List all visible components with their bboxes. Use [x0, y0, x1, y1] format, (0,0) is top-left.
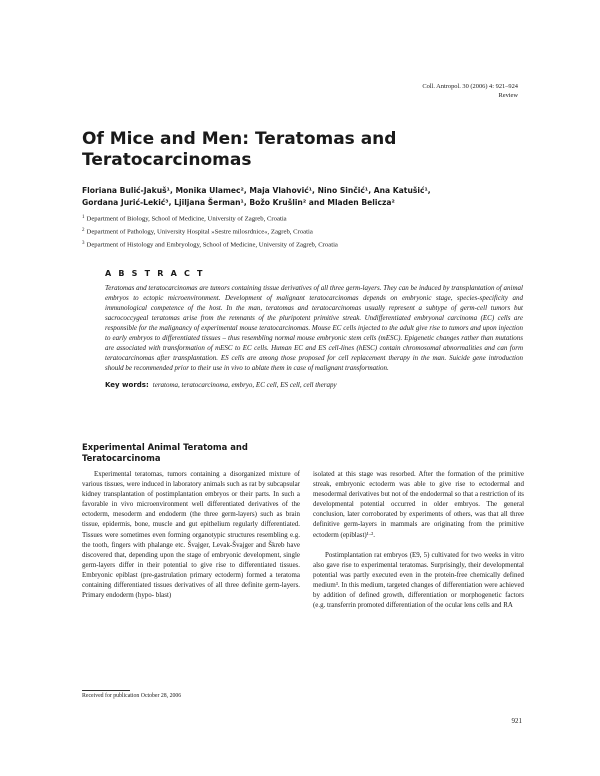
affiliation-item — [82, 238, 532, 251]
affiliations — [82, 212, 532, 252]
keywords-label: Key words: — [105, 381, 149, 389]
keywords — [105, 380, 523, 390]
body-column-left — [82, 469, 300, 600]
footnote-rule — [82, 690, 130, 691]
article-type: Review — [498, 92, 518, 99]
abstract-heading: A B S T R A C T — [105, 269, 205, 278]
body-paragraph: Experimental teratomas, tumors containing a disorganized mixture of various tissues, were induced in laboratory animals such as rat by subcapsular kidney transplantation of postimplantation embryos or their parts. In such a favorable in vivo microenvironment well differentiated derivatives of the ectoderm, mesoderm and endoderm (the three germ-layers) such as brain tissue, epidermis, bone, muscle and gut epithelium regularly differentiated. Tissues were sometimes even forming organotypic structures resembling e.g. the tooth, fingers with phalange etc. Švajger, Levak-Švajger and Škreb have discovered that, depending upon the stage of embryonic development, single germ-layers differ in their potential to give rise to differentiated tissues. Embryonic epiblast (pre-gastrulation primary ectoderm) formed a teratoma containing differentiated tissues derivatives of all three definite germ-layers. Primary endoderm (hypo- blast) — [82, 470, 300, 600]
journal-citation-line: Coll. Antropol. 30 (2006) 4: 921–924 — [422, 83, 518, 90]
received-footnote: Received for publication October 28, 2006 — [82, 693, 182, 699]
article-title: Of Mice and Men: Teratomas and Teratocarcinomas — [82, 129, 397, 170]
author-list — [82, 185, 532, 208]
affiliation-item — [82, 225, 532, 238]
author-line-1: Floriana Bulić-Jakuš¹, Monika Ulamec², Maja Vlahović¹, Nino Sinčić¹, Ana Katušić¹, — [82, 186, 431, 195]
affiliation-text: Department of Biology, School of Medicine, University of Zagreb, Croatia — [86, 215, 287, 223]
body-paragraph: isolated at this stage was resorbed. After the formation of the primitive streak, embryonic ectoderm was able to give rise to ectodermal and mesodermal derivatives but not of the endodermal so that a restriction of its developmental potential occurred in older embryos. The general conclusion, later corroborated by experiments of others, was that all three definitive germ-layers in mammals are originating from the primitive ectoderm (epiblast)¹·². — [313, 470, 524, 539]
section-heading: Experimental Animal Teratoma and Teratocarcinoma — [82, 442, 248, 463]
body-column-right — [313, 469, 524, 610]
abstract-text: Teratomas and teratocarcinomas are tumors containing tissue derivatives of all three germ-layers. They can be induced by transplantation of animal embryos to ectopic microenvironment. Development of malignant teratocarcinomas depends on embryonic stage, species-specificity and immunological competence of the host. In the man, teratomas and teratocarcinomas usually represent a subtype of germ-cell tumors but sacrococcygeal teratomas arise from the remnants of the pluripotent primitive streak. Undifferentiated embryonal carcinoma (EC) cells are responsible for the malignancy of experimental mouse teratocarcinomas. Mouse EC cells injected to the adult give rise to tumors and upon injection to early embryos to differentiated tissues – thus resembling normal mouse embryonic stem cells (mESC). Epigenetic changes rather than mutations are associated with transformation of mESC to EC cells. Human EC and ES cell-lines (hESC) contain chromosomal abnormalities and can form teratocarcinomas after transplantation. ES cells are among those proposed for cell replacement therapy in the man. Suicide gene introduction should be recommended prior to their use in vivo to ablate them in case of malignant transformation. — [105, 284, 523, 372]
author-line-2: Gordana Jurić-Lekić³, Ljiljana Šerman¹, Božo Krušlin² and Mladen Belicza² — [82, 197, 395, 207]
affiliation-number: 1 — [82, 215, 85, 220]
affiliation-number: 3 — [82, 241, 85, 247]
affiliation-item — [82, 212, 532, 225]
journal-citation — [422, 82, 518, 100]
affiliation-number: 2 — [82, 228, 85, 234]
page-number: 921 — [511, 717, 522, 725]
affiliation-text: Department of Histology and Embryology, School of Medicine, University of Zagreb, Croatia — [86, 241, 338, 249]
affiliation-text: Department of Pathology, University Hospital »Sestre milosrdnice«, Zagreb, Croatia — [86, 228, 313, 236]
body-paragraph: Postimplantation rat embryos (E9, 5) cultivated for two weeks in vitro also gave rise to experimental teratomas. Surprisingly, their developmental potential was partly executed even in the protein-free chemically defined medium³. In this medium, targeted changes of differentiation were achieved by addition of defined growth, differentiation or morphogenetic factors (e.g. transferrin promoted differentiation of the ocular lens cells and RA — [313, 550, 524, 610]
keywords-value: teratoma, teratocarcinoma, embryo, EC cell, ES cell, cell therapy — [152, 381, 337, 389]
